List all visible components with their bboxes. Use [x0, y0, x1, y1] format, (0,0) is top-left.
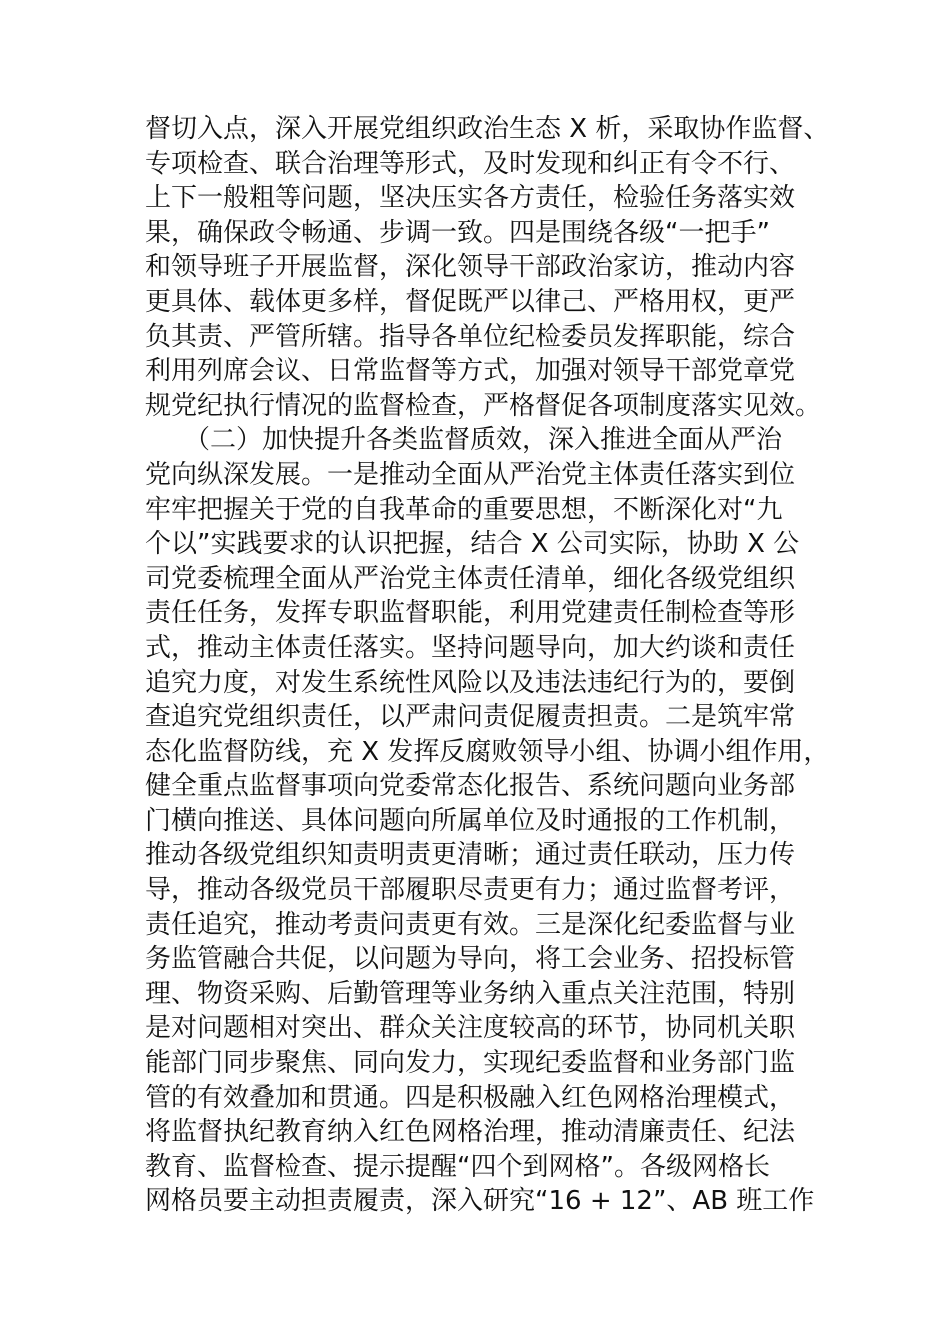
text-line: 将监督执纪教育纳入红色网格治理，推动清廉责任、纪法	[145, 1117, 796, 1148]
text-line: 个以”实践要求的认识把握，结合 X 公司实际，协助 X 公	[145, 529, 800, 560]
text-line: 教育、监督检查、提示提醒“四个到网格”。各级网格长	[145, 1151, 770, 1182]
text-line: 追究力度，对发生系统性风险以及违法违纪行为的，要倒	[145, 667, 796, 698]
text-line: 导，推动各级党员干部履职尽责更有力；通过监督考评，	[145, 875, 796, 906]
text-line: 理、物资采购、后勤管理等业务纳入重点关注范围，特别	[145, 978, 796, 1009]
text-line: 更具体、载体更多样，督促既严以律己、严格用权，更严	[145, 286, 796, 317]
text-line: 司党委梳理全面从严治党主体责任清单，细化各级党组织	[145, 563, 796, 594]
text-line: 式，推动主体责任落实。坚持问题导向，加大约谈和责任	[145, 632, 796, 663]
text-line: 和领导班子开展监督，深化领导干部政治家访，推动内容	[145, 252, 796, 283]
text-line: 网格员要主动担责履责，深入研究“16 + 12”、AB 班工作	[145, 1186, 815, 1217]
text-line: 态化监督防线，充 X 发挥反腐败领导小组、协调小组作用，	[145, 736, 830, 767]
text-line: 牢牢把握关于党的自我革命的重要思想，不断深化对“九	[145, 494, 783, 525]
text-line: 上下一般粗等问题，坚决压实各方责任，检验任务落实效	[145, 183, 796, 214]
text-line: 责任追究，推动考责问责更有效。三是深化纪委监督与业	[145, 909, 796, 940]
text-line: 利用列席会议、日常监督等方式，加强对领导干部党章党	[145, 356, 796, 387]
text-line: 负其责、严管所辖。指导各单位纪检委员发挥职能，综合	[145, 321, 796, 352]
text-line: （二）加快提升各类监督质效，深入推进全面从严治	[145, 425, 783, 456]
text-line: 党向纵深发展。一是推动全面从严治党主体责任落实到位	[145, 459, 796, 490]
text-line: 是对问题相对突出、群众关注度较高的环节，协同机关职	[145, 1013, 796, 1044]
text-line: 督切入点，深入开展党组织政治生态 X 析，采取协作监督、	[145, 114, 830, 144]
text-line: 查追究党组织责任，以严肃问责促履责担责。二是筑牢常	[145, 702, 796, 733]
body-text	[145, 112, 835, 1219]
text-line: 务监管融合共促，以问题为导向，将工会业务、招投标管	[145, 944, 796, 975]
text-line: 规党纪执行情况的监督检查，严格督促各项制度落实见效。	[145, 390, 822, 421]
text-line: 推动各级党组织知责明责更清晰；通过责任联动，压力传	[145, 840, 796, 871]
text-line: 能部门同步聚焦、同向发力，实现纪委监督和业务部门监	[145, 1048, 796, 1079]
text-line: 果，确保政令畅通、步调一致。四是围绕各级“一把手”	[145, 217, 770, 248]
text-line: 门横向推送、具体问题向所属单位及时通报的工作机制，	[145, 805, 796, 836]
text-line: 健全重点监督事项向党委常态化报告、系统问题向业务部	[145, 771, 796, 802]
text-line: 管的有效叠加和贯通。四是积极融入红色网格治理模式，	[145, 1082, 796, 1113]
text-line: 责任任务，发挥专职监督职能，利用党建责任制检查等形	[145, 598, 796, 629]
text-line: 专项检查、联合治理等形式，及时发现和纠正有令不行、	[145, 148, 796, 179]
